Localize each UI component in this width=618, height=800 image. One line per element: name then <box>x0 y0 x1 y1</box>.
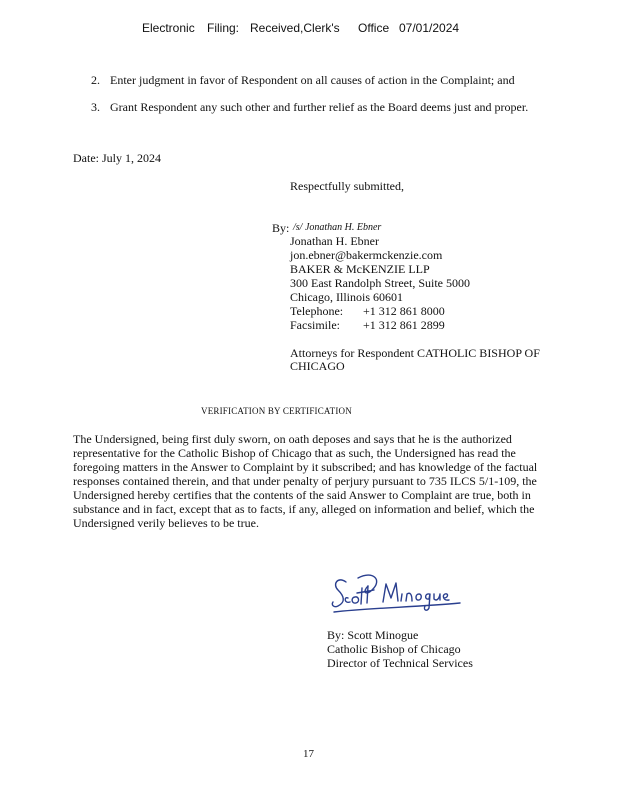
verification-line: Undersigned hereby certifies that the contents of the said Answer to Complaint are true, both in <box>73 488 531 502</box>
verification-line: foregoing matters in the Answer to Complaint by it subscribed; and has knowledge of the factual <box>73 460 538 474</box>
telephone-label: Telephone: <box>290 304 344 318</box>
signer-title: Director of Technical Services <box>327 656 473 670</box>
by-label: By: <box>272 221 290 235</box>
list-item-text: Grant Respondent any such other and further relief as the Board deems just and proper. <box>110 100 529 114</box>
attorneys-for-client: CHICAGO <box>290 359 345 373</box>
date-line: Date: July 1, 2024 <box>73 151 161 165</box>
verification-line: The Undersigned, being first duly sworn, on oath deposes and says that he is the authorized <box>73 432 512 446</box>
list-item-text: Enter judgment in favor of Respondent on all causes of action in the Complaint; and <box>110 73 515 87</box>
verification-line: responses contained therein, and that under penalty of perjury pursuant to 735 ILCS 5/1-109, the <box>73 474 537 488</box>
handwritten-signature-image <box>328 570 468 618</box>
firm-name: BAKER & McKENZIE LLP <box>290 262 430 276</box>
verification-line: substance and in fact, except that as to facts, if any, alleged on information and belief, which the <box>73 502 535 516</box>
firm-street: 300 East Randolph Street, Suite 5000 <box>290 276 470 290</box>
list-item-number: 2. <box>91 73 100 87</box>
list-item-number: 3. <box>91 100 100 114</box>
header-electronic: Electronic <box>142 21 195 35</box>
telephone-number: +1 312 861 8000 <box>363 304 445 318</box>
attorneys-for-line: Attorneys for Respondent CATHOLIC BISHOP OF <box>290 346 540 360</box>
signer-organization: Catholic Bishop of Chicago <box>327 642 461 656</box>
header-office: Office <box>358 21 390 35</box>
firm-city: Chicago, Illinois 60601 <box>290 290 403 304</box>
facsimile-number: +1 312 861 2899 <box>363 318 445 332</box>
verification-line: representative for the Catholic Bishop of Chicago that as such, the Undersigned has read the <box>73 446 516 460</box>
verification-line: Undersigned verily believes to be true. <box>73 516 259 530</box>
verification-title: VERIFICATION BY CERTIFICATION <box>201 406 352 416</box>
electronic-signature: /s/ Jonathan H. Ebner <box>293 222 382 233</box>
header-received: Received,Clerk's <box>250 21 340 35</box>
signer-by-line: By: Scott Minogue <box>327 628 419 642</box>
attorney-name: Jonathan H. Ebner <box>290 234 379 248</box>
closing-text: Respectfully submitted, <box>290 179 404 193</box>
page-number: 17 <box>303 748 314 760</box>
attorney-email: jon.ebner@bakermckenzie.com <box>290 248 443 262</box>
facsimile-label: Facsimile: <box>290 318 340 332</box>
header-filing: Filing: <box>207 21 240 35</box>
header-date: 07/01/2024 <box>399 21 460 35</box>
